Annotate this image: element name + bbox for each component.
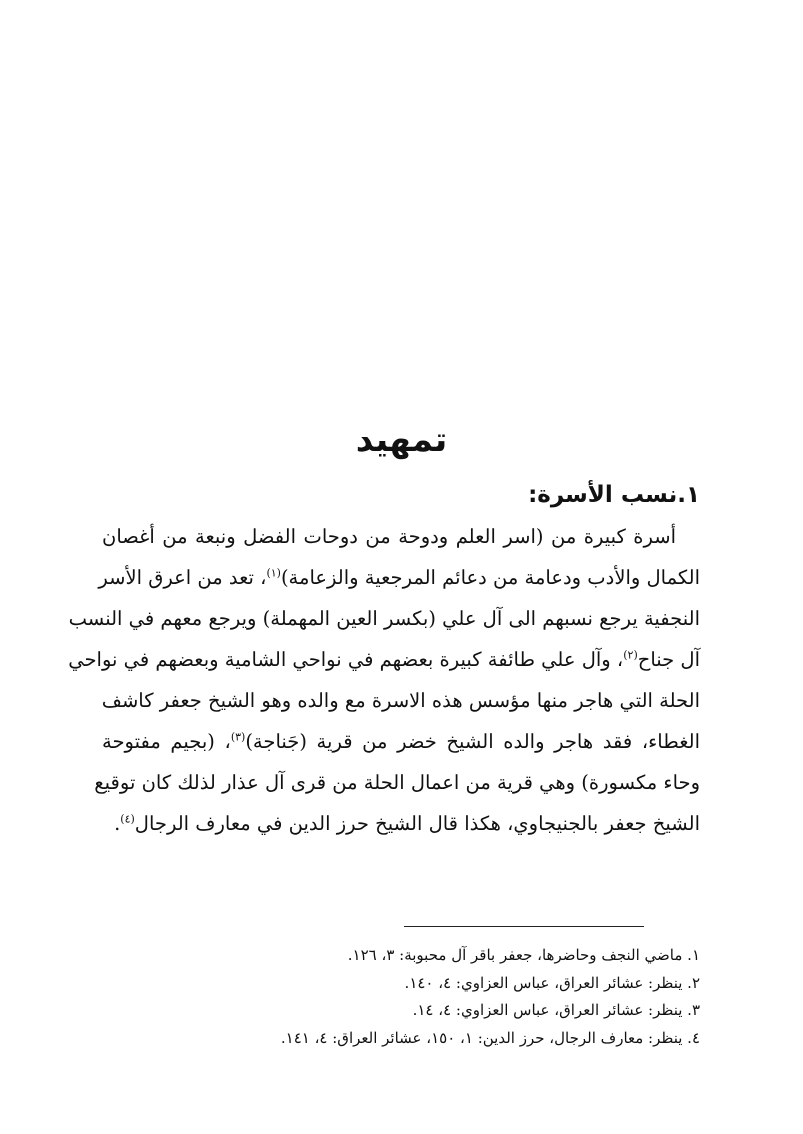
footnote-item: ١. ماضي النجف وحاضرها، جعفر باقر آل محبوبة: ٣، ١٢٦. [347,946,700,964]
line-text: . [114,812,121,835]
line-text: الشيخ جعفر بالجنيجاوي، هكذا قال الشيخ حرز الدين في معارف الرجال [134,812,700,835]
footnote-item: ٢. ينظر: عشائر العراق، عباس العزاوي: ٤، ١٤٠. [404,973,700,992]
paragraph-line [102,721,700,762]
paragraph-line [68,639,700,680]
line-text: ، تعد من اعرق الأسر [98,566,267,589]
footnote-item: ٤. ينظر: معارف الرجال، حرز الدين: ١، ١٥٠، عشائر العراق: ٤، ١٤١. [280,1028,700,1047]
footnote-separator [404,926,644,927]
line-text: الغطاء، فقد هاجر والده الشيخ خضر من قرية (جَناجة) [245,730,701,753]
line-text: النجفية يرجع نسبهم الى آل علي (بكسر العين المهملة) ويرجع معهم في النسب [68,607,700,630]
line-text: وحاء مكسورة) وهي قرية من اعمال الحلة من قرى آل عذار لذلك كان توقيع [94,771,700,794]
line-text: أسرة كبيرة من (اسر العلم ودوحة من دوحات الفضل ونبعة من أغصان [102,525,676,548]
line-text: ، (بجيم مفتوحة [102,730,231,753]
footnote-ref[interactable]: (٤) [120,812,135,826]
footnote-ref[interactable]: (٣) [230,730,246,744]
paragraph-line [98,557,700,598]
section-heading: ١.نسب الأسرة: [528,482,700,508]
paragraph-line [68,598,700,639]
line-text: الكمال والأدب ودعامة من دعائم المرجعية والزعامة) [280,566,700,589]
line-text: آل جناح [637,648,700,671]
paragraph-line [102,680,700,721]
paragraph-line [102,803,700,844]
line-text: الحلة التي هاجر منها مؤسس هذه الاسرة مع والده وهو الشيخ جعفر كاشف [101,689,700,712]
footnote-ref[interactable]: (١) [266,566,281,580]
paragraph-line [94,762,700,803]
footnote-item: ٣. ينظر: عشائر العراق، عباس العزاوي: ٤، ١٤. [412,1001,700,1019]
line-text: ، وآل علي طائفة كبيرة بعضهم في نواحي الشامية وبعضهم في نواحي [68,648,624,671]
chapter-title: تمهيد [355,420,448,460]
paragraph-line [102,516,700,557]
footnote-ref[interactable]: (٢) [623,648,638,662]
footnotes-list [102,942,700,1052]
body-paragraph [68,516,701,844]
